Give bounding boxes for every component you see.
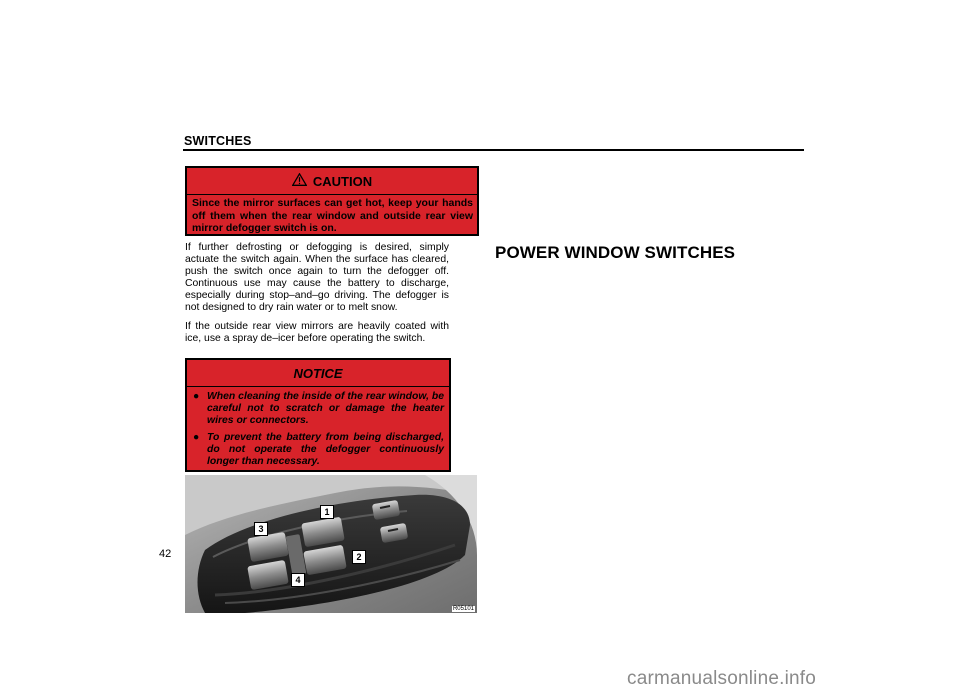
caution-box [185,166,479,236]
callout-4: 4 [291,573,305,587]
power-window-switch-photo [185,475,477,613]
header-rule [183,149,804,151]
body-paragraph-1: If further defrosting or defogging is desired, simply actuate the switch again. When the surface has cleared, push the switch once again to turn the defogger off. Continuous use may cause the battery to discharge, especially during stop–and–go driving. The defogger is not designed to dry rain water or to melt snow. [185,242,449,313]
callout-2: 2 [352,550,366,564]
caution-title: CAUTION [312,173,373,189]
callout-1: 1 [320,505,334,519]
notice-item [193,391,444,428]
section-header: SWITCHES [184,134,252,148]
bullet-icon: ● [193,391,200,402]
notice-item-text: When cleaning the inside of the rear window, be careful not to scratch or damage the heater wires or connectors. [207,391,444,427]
caution-text: Since the mirror surfaces can get hot, keep your hands off them when the rear window and outside rear view mirror defogger switch is on. [192,197,473,234]
notice-box [185,358,451,472]
watermark: carmanualsonline.info [627,668,817,689]
notice-header [187,360,449,387]
warning-triangle-icon [292,173,307,189]
figure-code: R05101 [452,606,474,612]
callout-3: 3 [254,522,268,536]
notice-title: NOTICE [293,365,343,381]
section-title: POWER WINDOW SWITCHES [495,243,736,262]
notice-item [193,432,444,469]
notice-list [187,387,449,468]
notice-item-text: To prevent the battery from being discharged, do not operate the defogger continuously longer than necessary. [207,431,444,468]
page-number: 42 [159,548,172,560]
bullet-icon: ● [193,431,200,443]
caution-header [187,168,477,195]
body-paragraph-2: If the outside rear view mirrors are heavily coated with ice, use a spray de–icer before operating the switch. [185,321,449,344]
